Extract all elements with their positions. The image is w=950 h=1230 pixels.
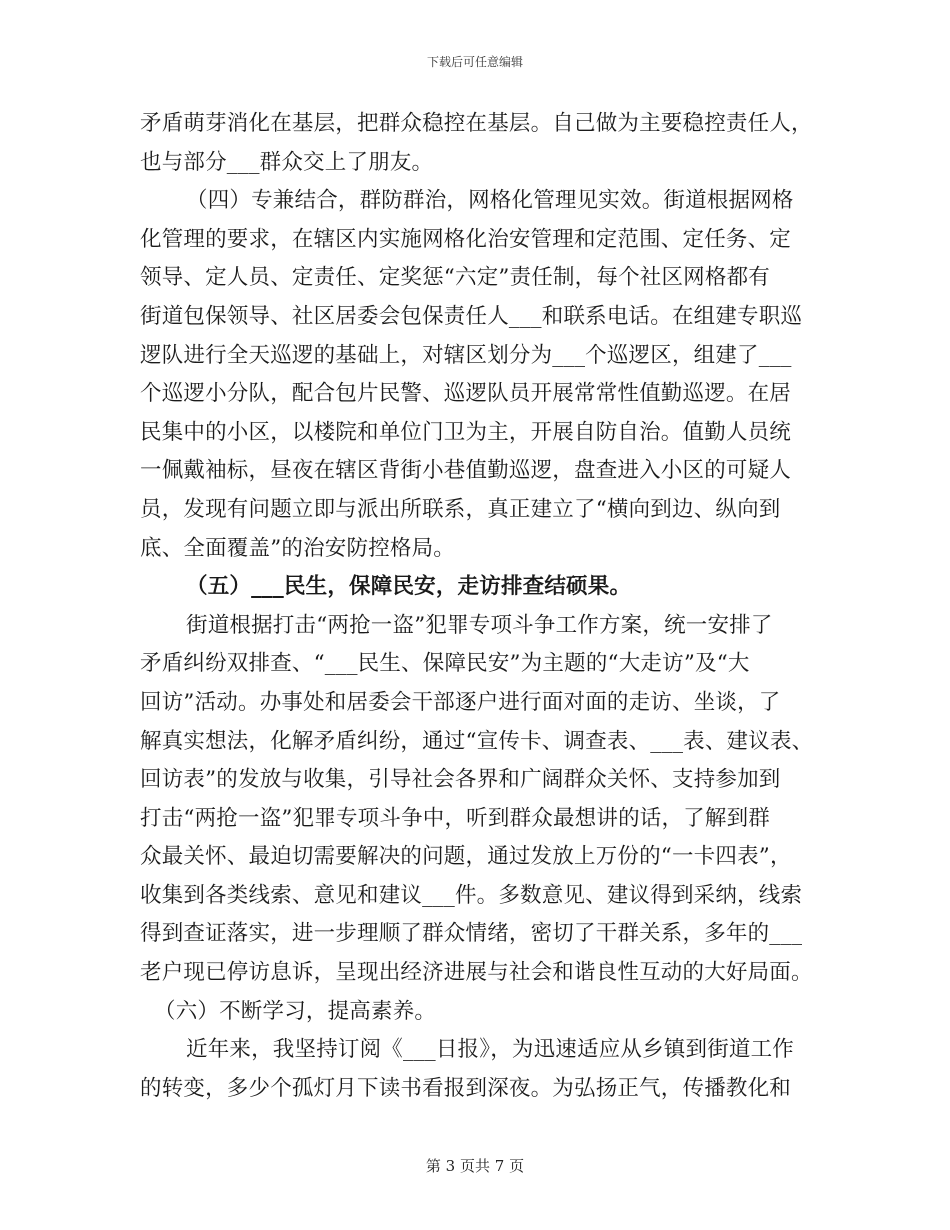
text-line: 众最关怀、最迫切需要解决的问题，通过发放上万份的“一卡四表”， <box>140 844 792 870</box>
text-line: 领导、定人员、定责任、定奖惩“六定”责任制，每个社区网格都有 <box>140 265 770 291</box>
text-line: 回访”活动。办事处和居委会干部逐户进行面对面的走访、坐谈，了 <box>140 689 781 715</box>
text-line: 逻队进行全天巡逻的基础上，对辖区划分为___个巡逻区，组建了___ <box>140 342 792 368</box>
text-line: 也与部分___群众交上了朋友。 <box>140 149 434 175</box>
text-line: 的转变，多少个孤灯月下读书看报到深夜。为弘扬正气，传播教化和 <box>140 1075 792 1101</box>
page-footer: 第 3 页共 7 页 <box>425 1157 525 1175</box>
section-heading-5: （五）___民生，保障民安，走访排查结硕果。 <box>186 574 632 600</box>
text-line: 矛盾萌芽消化在基层，把群众稳控在基层。自己做为主要稳控责任人， <box>140 111 813 136</box>
text-line: 近年来，我坚持订阅《___日报》，为迅速适应从乡镇到街道工作 <box>186 1037 795 1063</box>
text-line: 员，发现有问题立即与派出所联系，真正建立了“横向到边、纵向到 <box>140 496 781 522</box>
text-line: 矛盾纠纷双排查、“___民生、保障民安”为主题的“大走访”及“大 <box>140 651 750 677</box>
text-line: 街道包保领导、社区居委会包保责任人___和联系电话。在组建专职巡 <box>140 303 803 329</box>
text-line: 回访表”的发放与收集，引导社会各界和广阔群众关怀、支持参加到 <box>140 767 781 793</box>
text-line: 底、全面覆盖”的治安防控格局。 <box>140 535 455 561</box>
text-line: 解真实想法，化解矛盾纠纷，通过“宣传卡、调查表、___表、建议表、 <box>140 728 814 754</box>
text-line: 民集中的小区，以楼院和单位门卫为主，开展自防自治。值勤人员统 <box>140 419 792 445</box>
text-line: 老户现已停访息诉，呈现出经济进展与社会和谐良性互动的大好局面。 <box>140 960 813 986</box>
section-heading-6: （六）不断学习，提高素养。 <box>154 998 437 1024</box>
text-line: 打击“两抢一盗”犯罪专项斗争中，听到群众最想讲的话，了解到群 <box>140 805 770 831</box>
text-line: 得到查证落实，进一步理顺了群众情绪，密切了干群关系，多年的___ <box>140 921 803 947</box>
text-line: 收集到各类线索、意见和建议___件。多数意见、建议得到采纳，线索 <box>140 882 803 908</box>
text-line: 化管理的要求，在辖区内实施网格化治安管理和定范围、定任务、定 <box>140 226 792 252</box>
section-heading-4: （四）专兼结合，群防群治，网格化管理见实效。街道根据网格 <box>186 188 794 214</box>
page-header: 下载后可任意编辑 <box>426 55 523 69</box>
text-line: 个巡逻小分队，配合包片民警、巡逻队员开展常常性值勤巡逻。在居 <box>140 381 792 407</box>
text-line: 一佩戴袖标，昼夜在辖区背街小巷值勤巡逻，盘查进入小区的可疑人 <box>140 458 792 484</box>
document-body <box>140 105 820 1108</box>
text-line: 街道根据打击“两抢一盗”犯罪专项斗争工作方案，统一安排了 <box>186 612 773 638</box>
